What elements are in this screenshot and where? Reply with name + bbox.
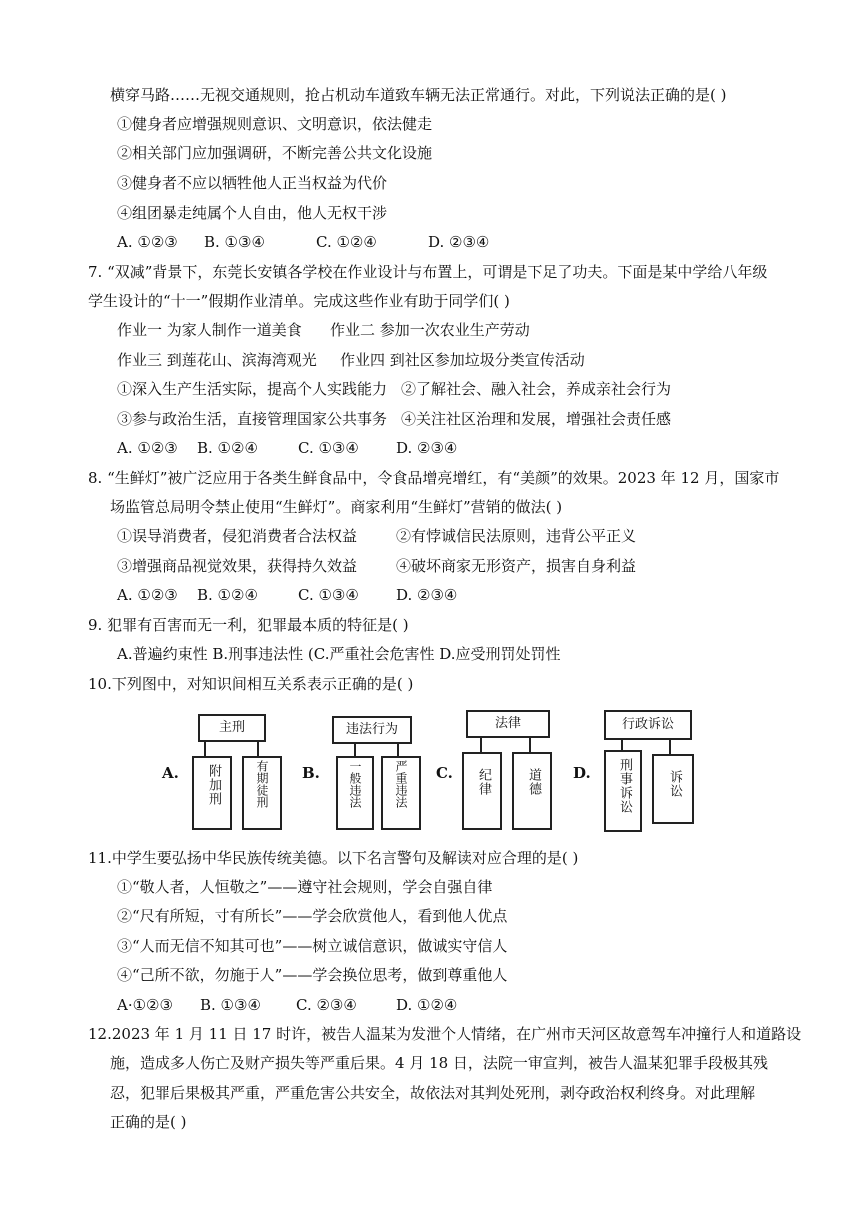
q11-option-c: C. ②③④	[296, 996, 357, 1014]
diagram-d-top-label: 行政诉讼	[621, 717, 674, 732]
q11-statement-3: ③“人而无信不知其可也”——树立诚信意识，做诚实守信人	[117, 937, 508, 955]
q8-stem-line-2: 场监管总局明令禁止使用“生鲜灯”。商家利用“生鲜灯”营销的做法( )	[110, 498, 563, 516]
q7-option-a: A. ①②③	[117, 439, 178, 457]
diagram-c-right-box	[512, 752, 552, 830]
diagram-d-left-box	[604, 750, 642, 832]
q6-statement-4: ④组团暴走纯属个人自由，他人无权干涉	[117, 204, 388, 222]
q8-option-b: B. ①②④	[197, 586, 258, 604]
q6-statement-1: ①健身者应增强规则意识、文明意识，依法健走	[117, 115, 433, 133]
q11-stem: 11.中学生要弘扬中华民族传统美德。以下名言警句及解读对应合理的是( )	[88, 849, 579, 867]
q8-statement-1: ①误导消费者，侵犯消费者合法权益	[117, 527, 358, 545]
q6-stem: 横穿马路……无视交通规则，抢占机动车道致车辆无法正常通行。对此，下列说法正确的是( )	[110, 86, 727, 104]
q7-option-d: D. ②③④	[396, 439, 458, 457]
q12-stem-line-2: 施，造成多人伤亡及财产损失等严重后果。4 月 18 日，法院一审宣判，被告人温某犯罪手段极其残	[110, 1054, 768, 1072]
q8-option-d: D. ②③④	[396, 586, 458, 604]
diagram-b-left-label: 一般违法	[348, 760, 362, 808]
diagram-b-letter: B.	[302, 764, 320, 782]
q11-statement-1: ①“敬人者，人恒敬之”——遵守社会规则，学会自强自律	[117, 878, 493, 896]
diagram-a-top-box	[198, 714, 266, 742]
diagram-b-right-label: 严重违法	[394, 760, 408, 808]
q6-option-c: C. ①②④	[316, 233, 377, 251]
q9-options: A.普遍约束性 B.刑事违法性 (C.严重社会危害性 D.应受刑罚处罚性	[117, 645, 561, 663]
diagram-a-letter: A.	[162, 764, 179, 782]
q6-statement-2: ②相关部门应加强调研，不断完善公共文化设施	[117, 144, 433, 162]
diagram-c-letter: C.	[436, 764, 453, 782]
diagram-c-top-box	[466, 710, 550, 738]
q12-stem-line-3: 忍，犯罪后果极其严重，严重危害公共安全，故依法对其判处死刑，剥夺政治权利终身。对此理解	[110, 1084, 756, 1102]
q7-work-4: 作业四 到社区参加垃圾分类宣传活动	[340, 351, 585, 369]
q12-stem-line-1: 12.2023 年 1 月 11 日 17 时许，被告人温某为发泄个人情绪，在广州市天河区故意驾车冲撞行人和道路设	[88, 1025, 802, 1043]
diagram-b-right-box	[381, 756, 421, 830]
diagram-d-right-box	[652, 754, 694, 824]
diagram-c-left-box	[462, 752, 502, 830]
diagram-b-left-box	[336, 756, 374, 830]
q8-statement-3: ③增强商品视觉效果，获得持久效益	[117, 557, 358, 575]
q11-option-d: D. ①②④	[396, 996, 458, 1014]
diagram-d-letter: D.	[573, 764, 591, 782]
diagram-c-right-label: 道德	[526, 768, 541, 796]
q7-statement-2: ②了解社会、融入社会，养成亲社会行为	[401, 380, 672, 398]
q10-stem: 10.下列图中，对知识间相互关系表示正确的是( )	[88, 675, 414, 693]
q7-option-b: B. ①②④	[197, 439, 258, 457]
q11-option-b: B. ①③④	[200, 996, 261, 1014]
q8-option-a: A. ①②③	[117, 586, 178, 604]
q8-statement-2: ②有悖诚信民法原则，违背公平正义	[396, 527, 637, 545]
q6-option-d: D. ②③④	[428, 233, 490, 251]
q7-stem-line-1: 7. “双减”背景下，东莞长安镇各学校在作业设计与布置上，可谓是下足了功夫。下面是某中学给八年级	[88, 263, 768, 281]
q11-statement-2: ②“尺有所短，寸有所长”——学会欣赏他人，看到他人优点	[117, 907, 508, 925]
q7-statement-3: ③参与政治生活，直接管理国家公共事务	[117, 410, 388, 428]
q6-statement-3: ③健身者不应以牺牲他人正当权益为代价	[117, 174, 388, 192]
q7-statement-4: ④关注社区治理和发展，增强社会责任感	[401, 410, 672, 428]
q8-statement-4: ④破坏商家无形资产，损害自身利益	[396, 557, 637, 575]
diagram-b-top-label: 违法行为	[345, 722, 398, 737]
q9-stem: 9. 犯罪有百害而无一利，犯罪最本质的特征是( )	[88, 616, 409, 634]
q12-stem-line-4: 正确的是( )	[110, 1113, 187, 1131]
diagram-d-left-label: 刑事诉讼	[617, 758, 632, 814]
diagram-a-right-label: 有期徒刑	[255, 760, 269, 808]
diagram-c-left-label: 纪律	[476, 768, 491, 796]
q6-option-a: A. ①②③	[117, 233, 178, 251]
diagram-a-top-label: 主刑	[218, 720, 245, 735]
q11-option-a: A·①②③	[117, 996, 173, 1014]
q8-option-c: C. ①③④	[298, 586, 359, 604]
q7-work-3: 作业三 到莲花山、滨海湾观光	[117, 351, 317, 369]
diagram-d-top-box	[604, 710, 692, 740]
diagram-a-right-box	[242, 756, 282, 830]
q6-option-b: B. ①③④	[204, 233, 265, 251]
diagram-d-right-label: 诉讼	[667, 770, 682, 798]
diagram-a-left-box	[192, 756, 232, 830]
q7-stem-line-2: 学生设计的“十一”假期作业清单。完成这些作业有助于同学们( )	[88, 292, 510, 310]
q8-stem-line-1: 8. “生鲜灯”被广泛应用于各类生鲜食品中，令食品增亮增红，有“美颜”的效果。2023 年 12 月，国家市	[88, 469, 780, 487]
q7-work-2: 作业二 参加一次农业生产劳动	[330, 321, 530, 339]
q7-statement-1: ①深入生产生活实际，提高个人实践能力	[117, 380, 388, 398]
diagram-b-top-box	[332, 716, 412, 744]
q11-statement-4: ④“己所不欲，勿施于人”——学会换位思考，做到尊重他人	[117, 966, 508, 984]
diagram-a-left-label: 附加刑	[206, 764, 221, 806]
diagram-c-top-label: 法律	[494, 716, 521, 731]
q7-work-1: 作业一 为家人制作一道美食	[117, 321, 302, 339]
q7-option-c: C. ①③④	[298, 439, 359, 457]
